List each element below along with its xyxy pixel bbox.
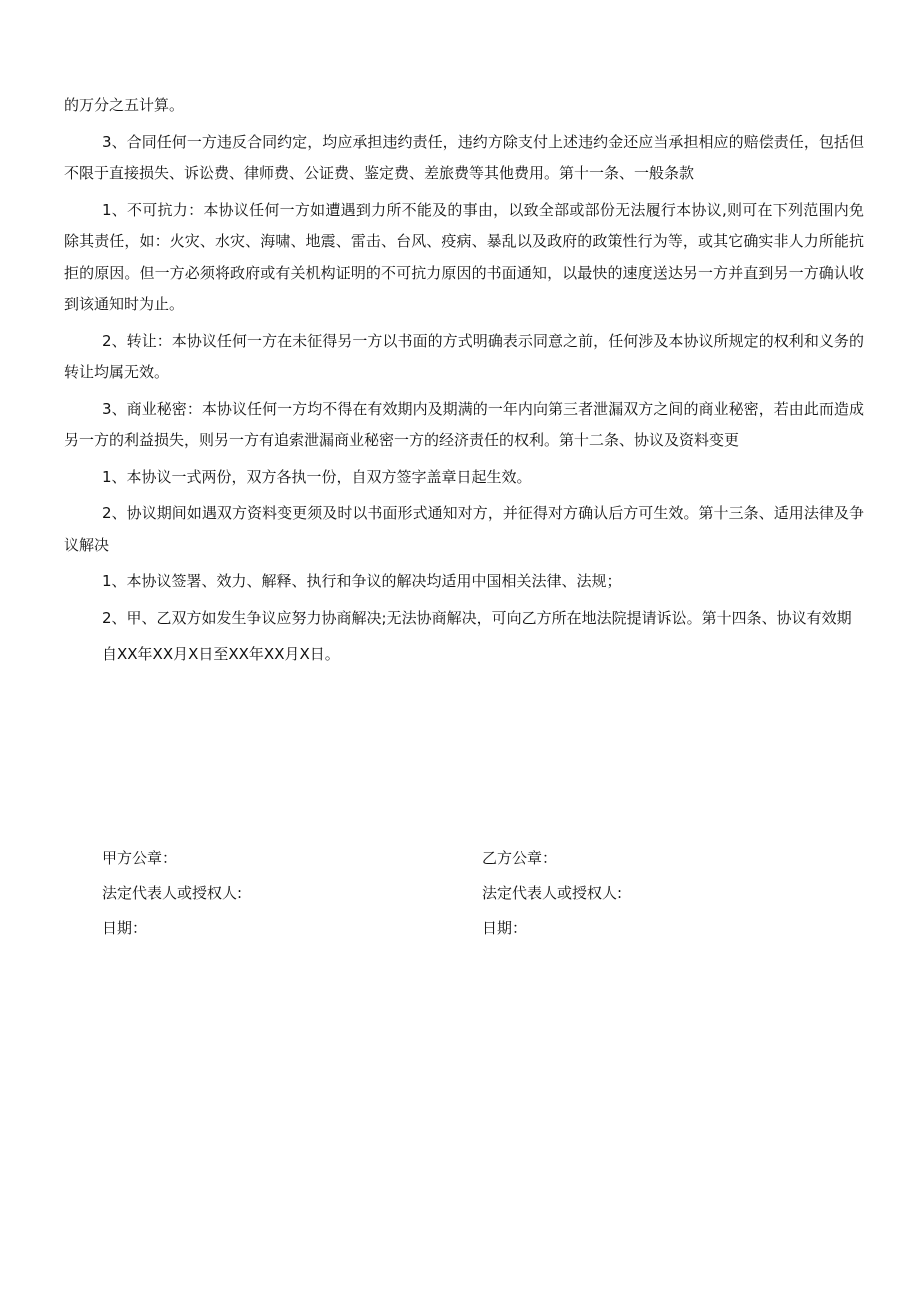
party-a-date-label: 日期： <box>102 919 148 937</box>
paragraph-transfer: 2、转让：本协议任何一方在未征得另一方以书面的方式明确表示同意之前，任何涉及本协议所规定的权利和义务的转让均属无效。 <box>64 331 864 381</box>
paragraph-trade-secret: 3、商业秘密：本协议任何一方均不得在有效期内及期满的一年内向第三者泄漏双方之间的商业秘密，若由此而造成另一方的利益损失，则另一方有追索泄漏商业秘密一方的经济责任的权利。第十二条、协议及资料变更 <box>64 399 864 449</box>
party-b-seal-label: 乙方公章： <box>482 849 558 867</box>
paragraph-effective: 1、本协议一式两份，双方各执一份，自双方签字盖章日起生效。 <box>102 467 532 486</box>
party-a-representative-label: 法定代表人或授权人: <box>102 884 243 902</box>
party-a-seal-label: 甲方公章： <box>102 849 178 867</box>
paragraph-continuation: 的万分之五计算。 <box>64 96 185 114</box>
paragraph-governing-law: 1、本协议签署、效力、解释、执行和争议的解决均适用中国相关法律、法规； <box>102 572 622 590</box>
contract-body <box>64 90 864 676</box>
paragraph-force-majeure: 1、不可抗力：本协议任何一方如遭遇到力所不能及的事由，以致全部或部份无法履行本协议,则可在下列范围内免除其责任，如：火灾、水灾、海啸、地震、雷击、台风、疫病、暴乱以及政府的政策性行为等，或其它确实非人力所能抗拒的原因。但一方必须将政府或有关机构证明的不可抗力原因的书面通知，以最快的速度送达另一方并直到另一方确认收到该通知时为止。 <box>64 200 864 313</box>
party-b-signature <box>482 841 622 946</box>
party-a-signature <box>102 841 242 946</box>
paragraph-dispute: 2、甲、乙双方如发生争议应努力协商解决;无法协商解决，可向乙方所在地法院提请诉讼。第十四条、协议有效期 <box>102 608 852 627</box>
paragraph-info-change: 2、协议期间如遇双方资料变更须及时以书面形式通知对方，并征得对方确认后方可生效。第十三条、适用法律及争议解决 <box>64 504 864 554</box>
paragraph-breach-liability: 3、合同任何一方违反合同约定，均应承担违约责任，违约方除支付上述违约金还应当承担相应的赔偿责任，包括但不限于直接损失、诉讼费、律师费、公证费、鉴定费、差旅费等其他费用。第十一条、一般条款 <box>64 132 864 182</box>
party-b-representative-label: 法定代表人或授权人: <box>482 884 623 902</box>
paragraph-term: 自XX年XX月X日至XX年XX月X日。 <box>102 645 340 663</box>
party-b-date-label: 日期： <box>482 919 528 937</box>
